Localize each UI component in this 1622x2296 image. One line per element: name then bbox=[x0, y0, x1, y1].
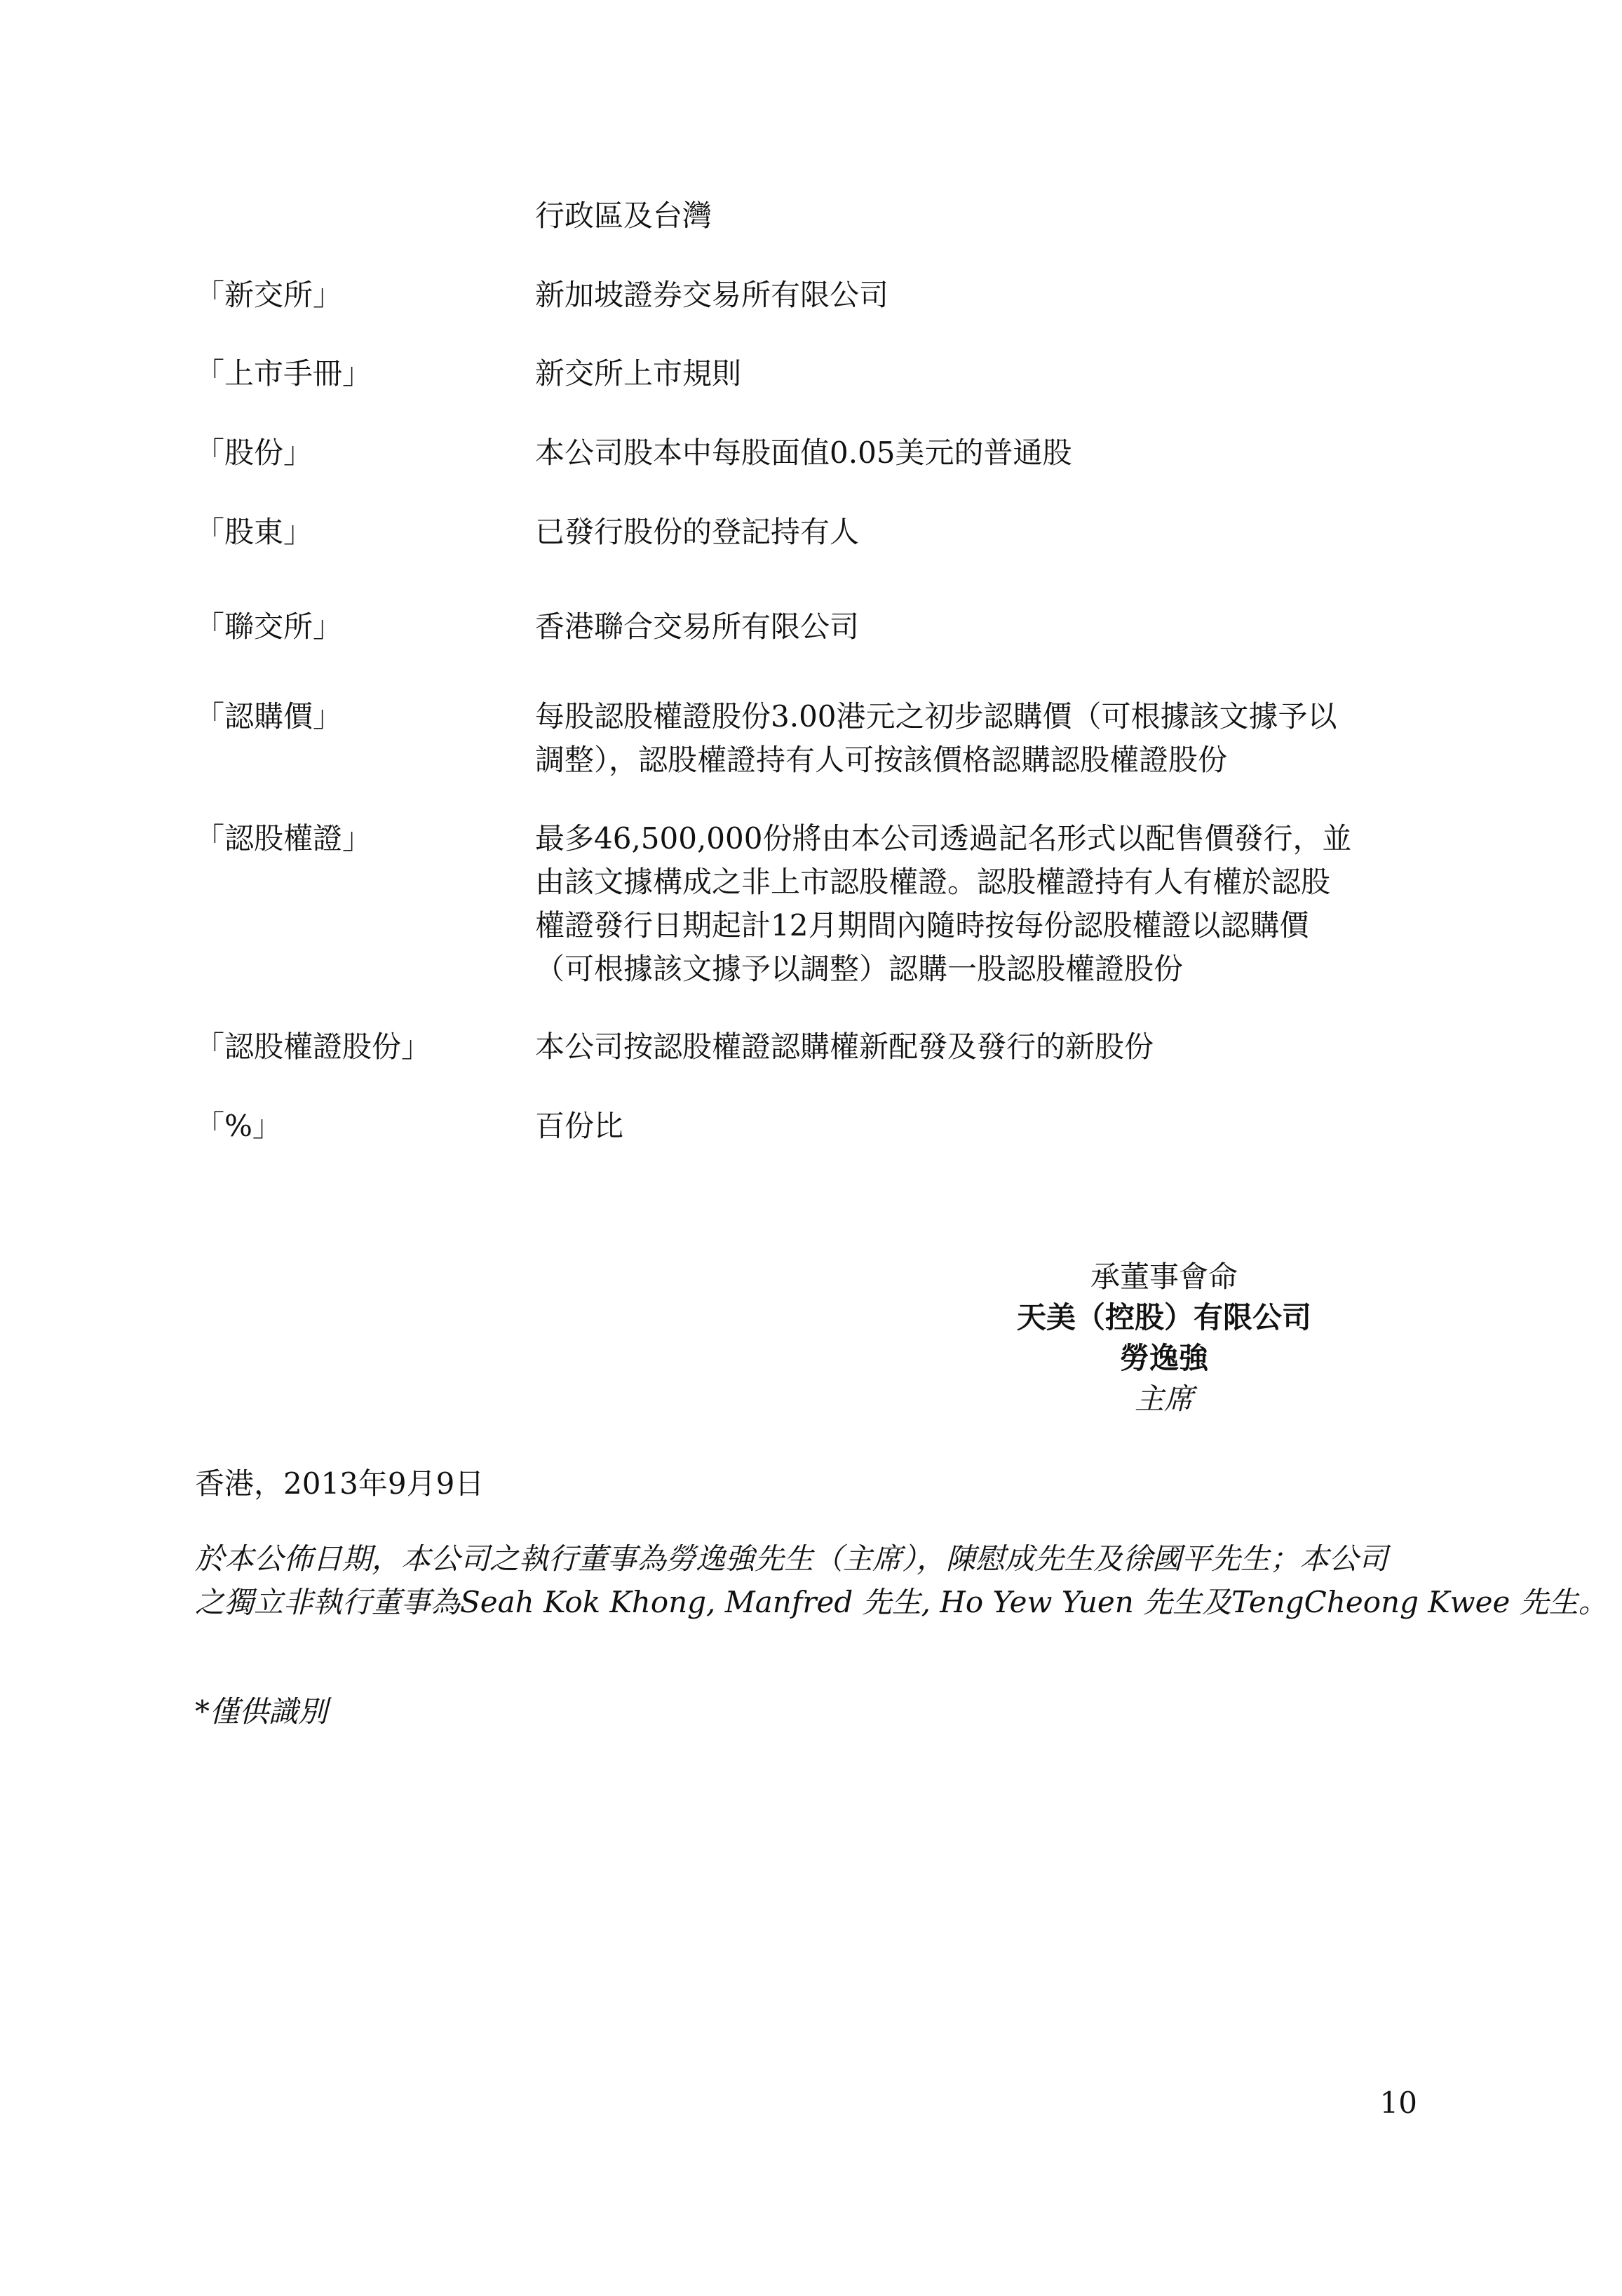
definition-line: 新交所上市規則 bbox=[535, 356, 742, 391]
definition-line: 權證發行日期起計12月期間內隨時按每份認股權證以認購價 bbox=[535, 908, 1309, 943]
signature-company: 天美（控股）有限公司 bbox=[1016, 1300, 1311, 1335]
directors-note-line: 之獨立非執行董事為Seah Kok Khong, Manfred 先生, Ho Yew Yuen 先生及TengCheong Kwee 先生。 bbox=[195, 1585, 1608, 1619]
definition-term: 「上市手冊」 bbox=[195, 356, 372, 391]
definition-term: 「股份」 bbox=[195, 435, 313, 470]
definition-term: 「聯交所」 bbox=[195, 609, 343, 644]
continuation-line: 行政區及台灣 bbox=[535, 198, 712, 233]
place-date: 香港，2013年9月9日 bbox=[195, 1466, 485, 1501]
definition-term: 「股東」 bbox=[195, 515, 313, 549]
definition-line: 百份比 bbox=[535, 1109, 624, 1143]
signature-by-order: 承董事會命 bbox=[1090, 1260, 1238, 1294]
definition-text bbox=[535, 1025, 1447, 1069]
identification-note bbox=[195, 1690, 1457, 1734]
definition-line: 已發行股份的登記持有人 bbox=[535, 515, 860, 549]
definition-line: 本公司股本中每股面值0.05美元的普通股 bbox=[535, 435, 1072, 470]
definition-text bbox=[535, 695, 1447, 782]
definition-term: 「%」 bbox=[195, 1109, 282, 1143]
definition-line: 香港聯合交易所有限公司 bbox=[535, 609, 860, 644]
page-number: 10 bbox=[1379, 2086, 1417, 2120]
definition-term: 「認購價」 bbox=[195, 699, 343, 734]
definition-term: 「認股權證」 bbox=[195, 821, 372, 856]
identification-note-text: *僅供識別 bbox=[195, 1694, 328, 1729]
definition-line: 新加坡證券交易所有限公司 bbox=[535, 278, 889, 312]
definition-text bbox=[535, 431, 1447, 475]
definition-line: 每股認股權證股份3.00港元之初步認購價（可根據該文據予以 bbox=[535, 699, 1337, 734]
signature-title: 主席 bbox=[1134, 1382, 1194, 1416]
definition-term: 「新交所」 bbox=[195, 278, 343, 312]
definition-text bbox=[535, 352, 1447, 396]
definition-text bbox=[535, 605, 1447, 649]
definition-text bbox=[535, 1105, 1447, 1148]
definition-line: （可根據該文據予以調整）認購一股認股權證股份 bbox=[535, 952, 1184, 986]
definition-text bbox=[535, 511, 1447, 554]
directors-note bbox=[195, 1537, 1608, 1624]
directors-note-line: 於本公佈日期，本公司之執行董事為勞逸強先生（主席），陳慰成先生及徐國平先生；本公司 bbox=[195, 1541, 1388, 1576]
definition-line: 最多46,500,000份將由本公司透過記名形式以配售價發行，並 bbox=[535, 821, 1352, 856]
definition-text bbox=[535, 274, 1447, 317]
signature-block bbox=[799, 1257, 1529, 1419]
definition-line: 由該文據構成之非上市認股權證。認股權證持有人有權於認股 bbox=[535, 865, 1331, 899]
definition-term: 「認股權證股份」 bbox=[195, 1029, 431, 1064]
definition-text bbox=[535, 817, 1447, 991]
definition-line: 本公司按認股權證認購權新配發及發行的新股份 bbox=[535, 1029, 1154, 1064]
signature-name: 勞逸強 bbox=[1119, 1341, 1208, 1375]
definition-line: 調整），認股權證持有人可按該價格認購認股權證股份 bbox=[535, 743, 1228, 777]
